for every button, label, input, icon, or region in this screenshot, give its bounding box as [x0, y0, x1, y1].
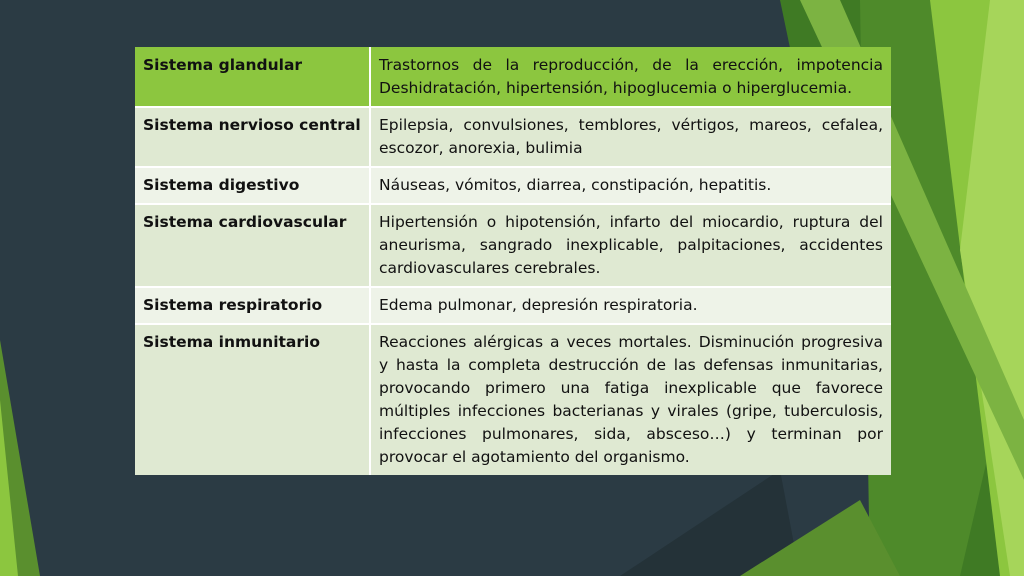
effects-table — [135, 47, 891, 475]
effects-cell: Trastornos de la reproducción, de la erección, impotencia Deshidratación, hipertensión, hipoglucemia o hiperglucemia. — [370, 48, 891, 108]
effects-cell: Edema pulmonar, depresión respiratoria. — [370, 287, 891, 324]
system-cell: Sistema nervioso central — [135, 107, 370, 167]
effects-cell: Epilepsia, convulsiones, temblores, vértigos, mareos, cefalea, escozor, anorexia, bulimia — [370, 107, 891, 167]
system-cell: Sistema inmunitario — [135, 324, 370, 475]
table-row — [135, 167, 891, 204]
effects-cell: Reacciones alérgicas a veces mortales. Disminución progresiva y hasta la completa destrucción de las defensas inmunitarias, provocando primero una fatiga inexplicable que favorece múltiples infecciones bacterianas y virales (gripe, tuberculosis, infecciones pulmonares, sida, absceso…) y terminan por provocar el agotamiento del organismo. — [370, 324, 891, 475]
table-row — [135, 324, 891, 475]
table-row — [135, 204, 891, 287]
table-row — [135, 48, 891, 108]
system-cell: Sistema respiratorio — [135, 287, 370, 324]
table-row — [135, 107, 891, 167]
system-cell: Sistema digestivo — [135, 167, 370, 204]
effects-cell: Hipertensión o hipotensión, infarto del miocardio, ruptura del aneurisma, sangrado inexplicable, palpitaciones, accidentes cardiovasculares cerebrales. — [370, 204, 891, 287]
effects-table-container — [135, 47, 891, 475]
effects-cell: Náuseas, vómitos, diarrea, constipación, hepatitis. — [370, 167, 891, 204]
system-cell: Sistema glandular — [135, 48, 370, 108]
table-row — [135, 287, 891, 324]
system-cell: Sistema cardiovascular — [135, 204, 370, 287]
